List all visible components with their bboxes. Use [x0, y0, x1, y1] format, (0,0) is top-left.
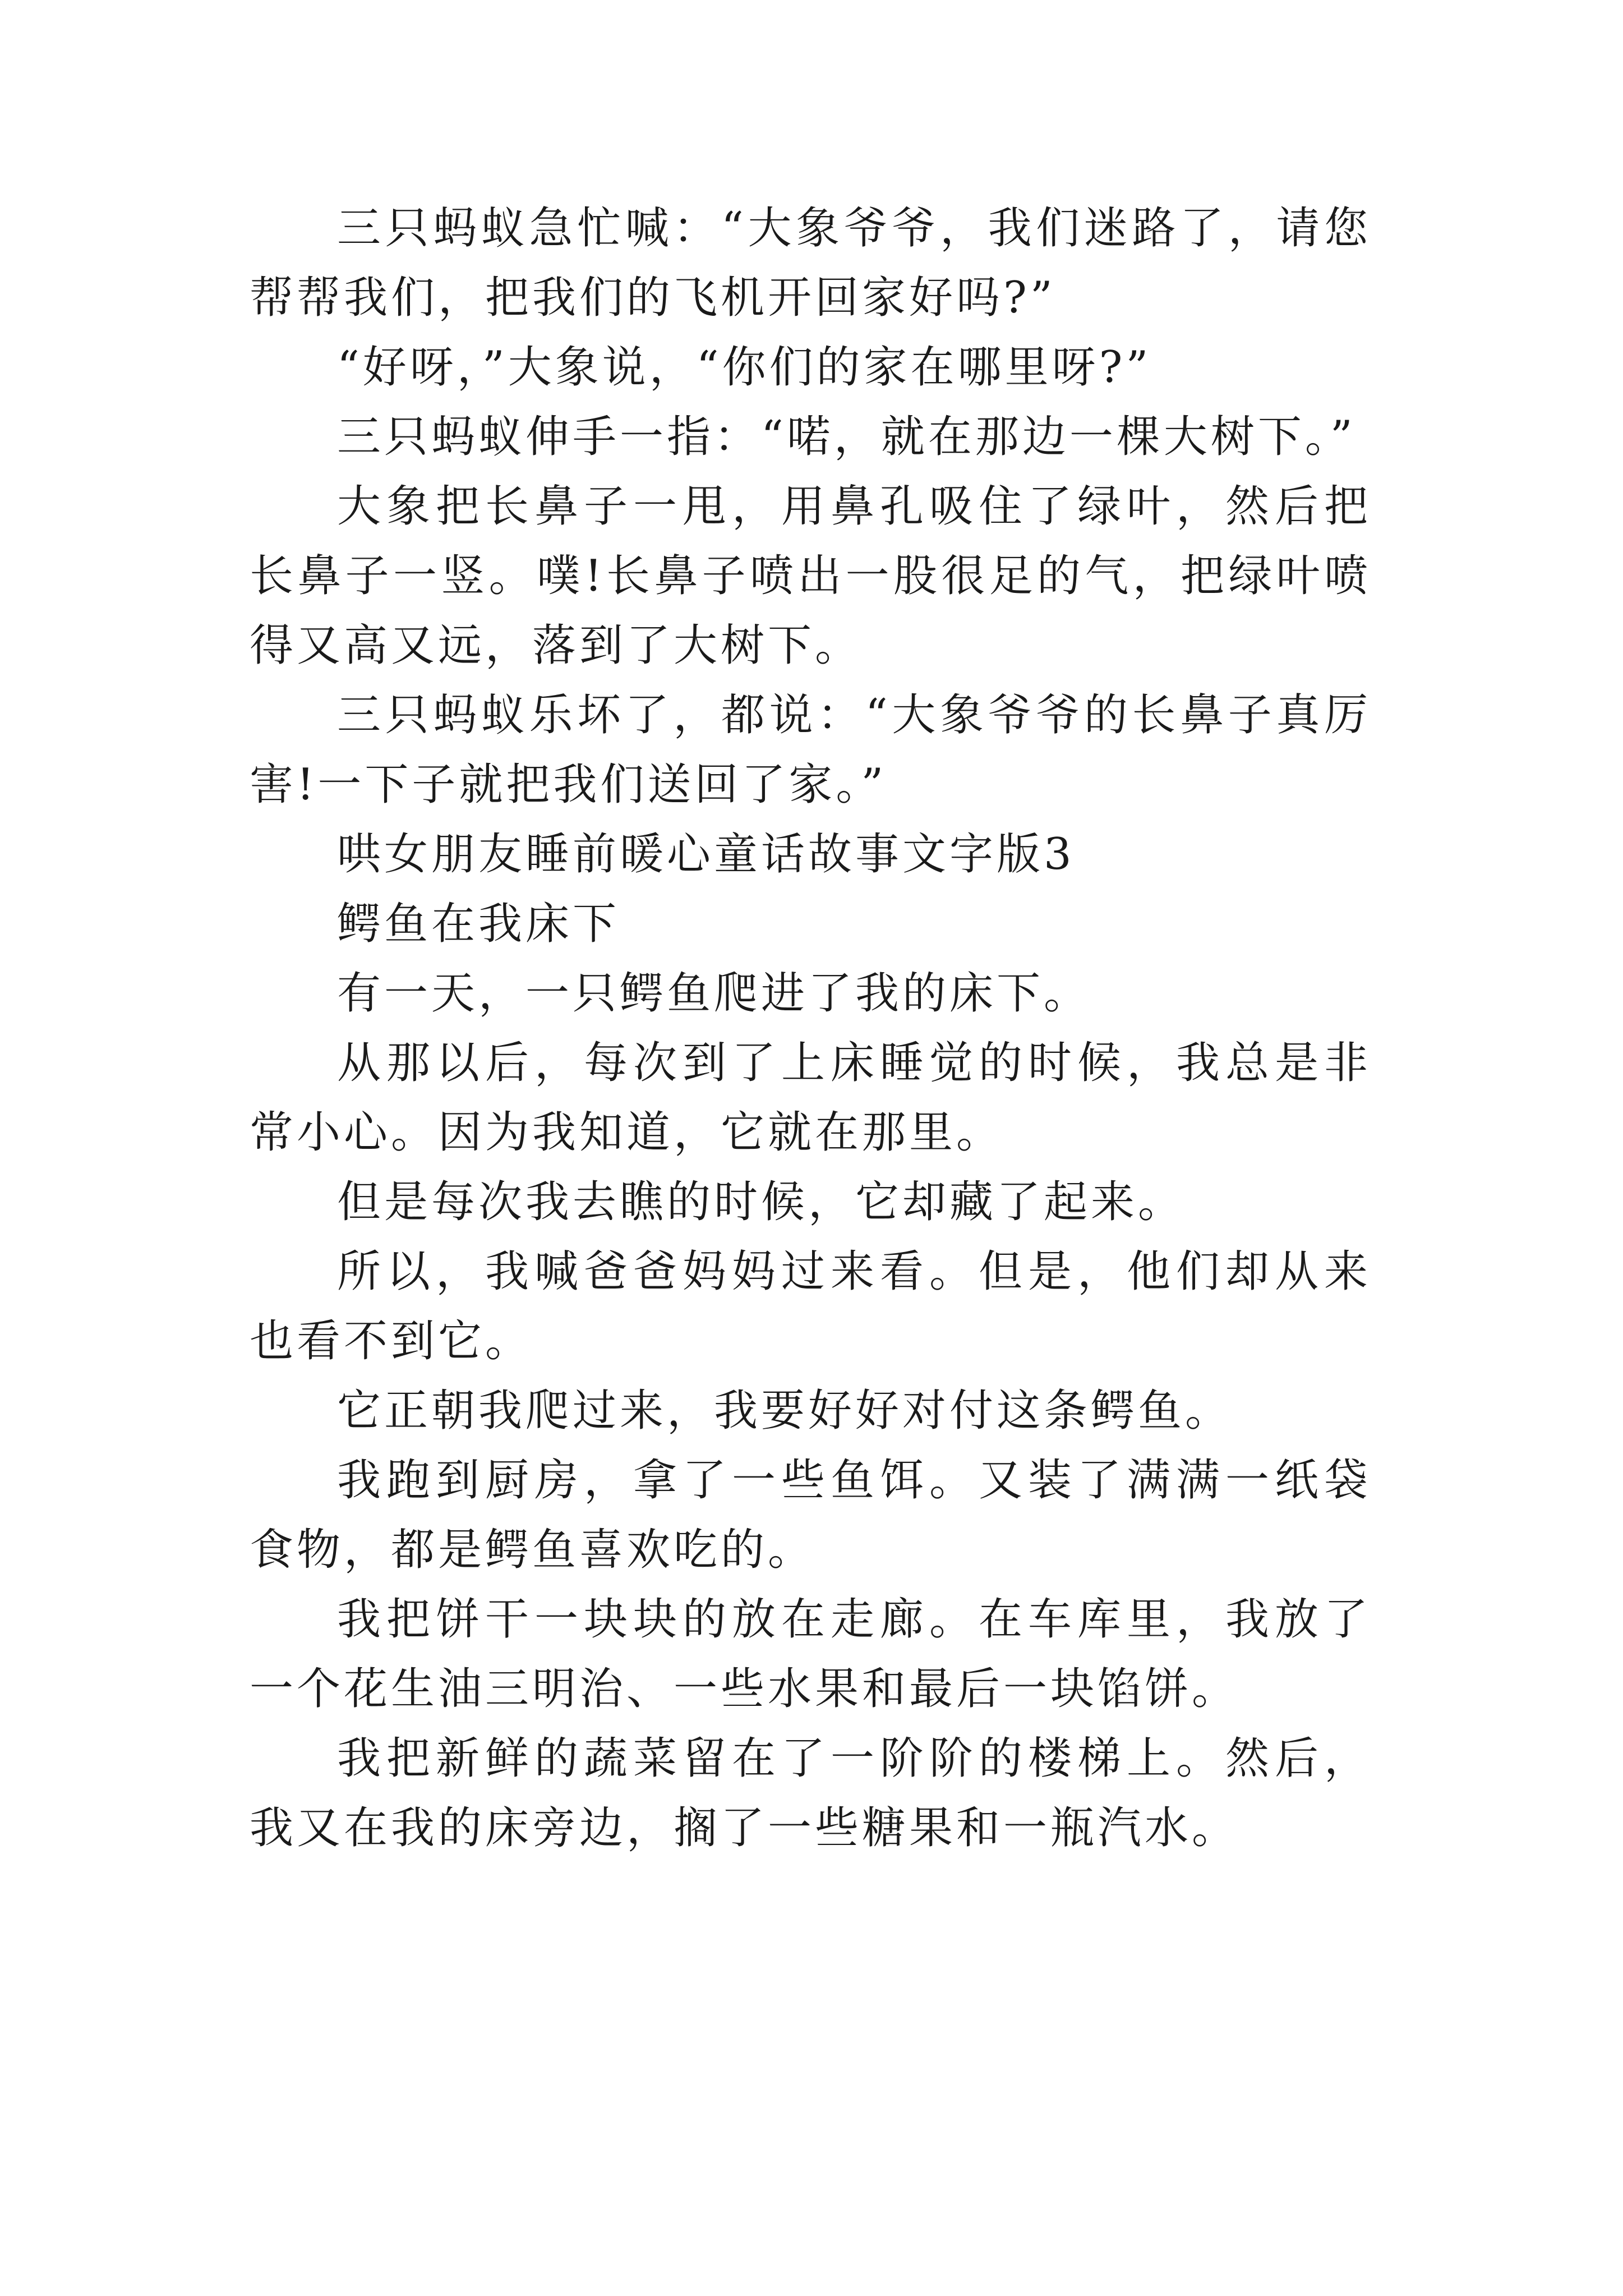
paragraph: 三只蚂蚁乐坏了，都说：“大象爷爷的长鼻子真厉害!一下子就把我们送回了家。”: [250, 690, 1371, 810]
section-heading: 哄女朋友睡前暖心童话故事文字版3: [337, 829, 1075, 880]
story-title: 鳄鱼在我床下: [337, 899, 620, 949]
paragraph: 但是每次我去瞧的时候，它却藏了起来。: [337, 1177, 1186, 1227]
paragraph: “好呀，”大象说，“你们的家在哪里呀?”: [337, 342, 1152, 393]
paragraph: 三只蚂蚁急忙喊：“大象爷爷，我们迷路了，请您帮帮我们，把我们的飞机开回家好吗?”: [250, 203, 1371, 323]
document-body: [250, 194, 1371, 1863]
paragraph: 三只蚂蚁伸手一指：“喏，就在那边一棵大树下。”: [337, 412, 1356, 462]
paragraph: 它正朝我爬过来，我要好好对付这条鳄鱼。: [337, 1386, 1233, 1436]
paragraph: 我把新鲜的蔬菜留在了一阶阶的楼梯上。然后，我又在我的床旁边，搁了一些糖果和一瓶汽水。: [250, 1733, 1371, 1853]
paragraph: 有一天，一只鳄鱼爬进了我的床下。: [337, 968, 1091, 1019]
paragraph: 我跑到厨房，拿了一些鱼饵。又装了满满一纸袋食物，都是鳄鱼喜欢吃的。: [250, 1455, 1371, 1575]
paragraph: 所以，我喊爸爸妈妈过来看。但是，他们却从来也看不到它。: [250, 1246, 1371, 1366]
paragraph: 从那以后，每次到了上床睡觉的时候，我总是非常小心。因为我知道，它就在那里。: [250, 1038, 1371, 1158]
paragraph: 大象把长鼻子一甩，用鼻孔吸住了绿叶，然后把长鼻子一竖。噗!长鼻子喷出一股很足的气，把绿叶喷得又高又远，落到了大树下。: [250, 481, 1371, 671]
paragraph: 我把饼干一块块的放在走廊。在车库里，我放了一个花生油三明治、一些水果和最后一块馅饼。: [250, 1594, 1371, 1714]
